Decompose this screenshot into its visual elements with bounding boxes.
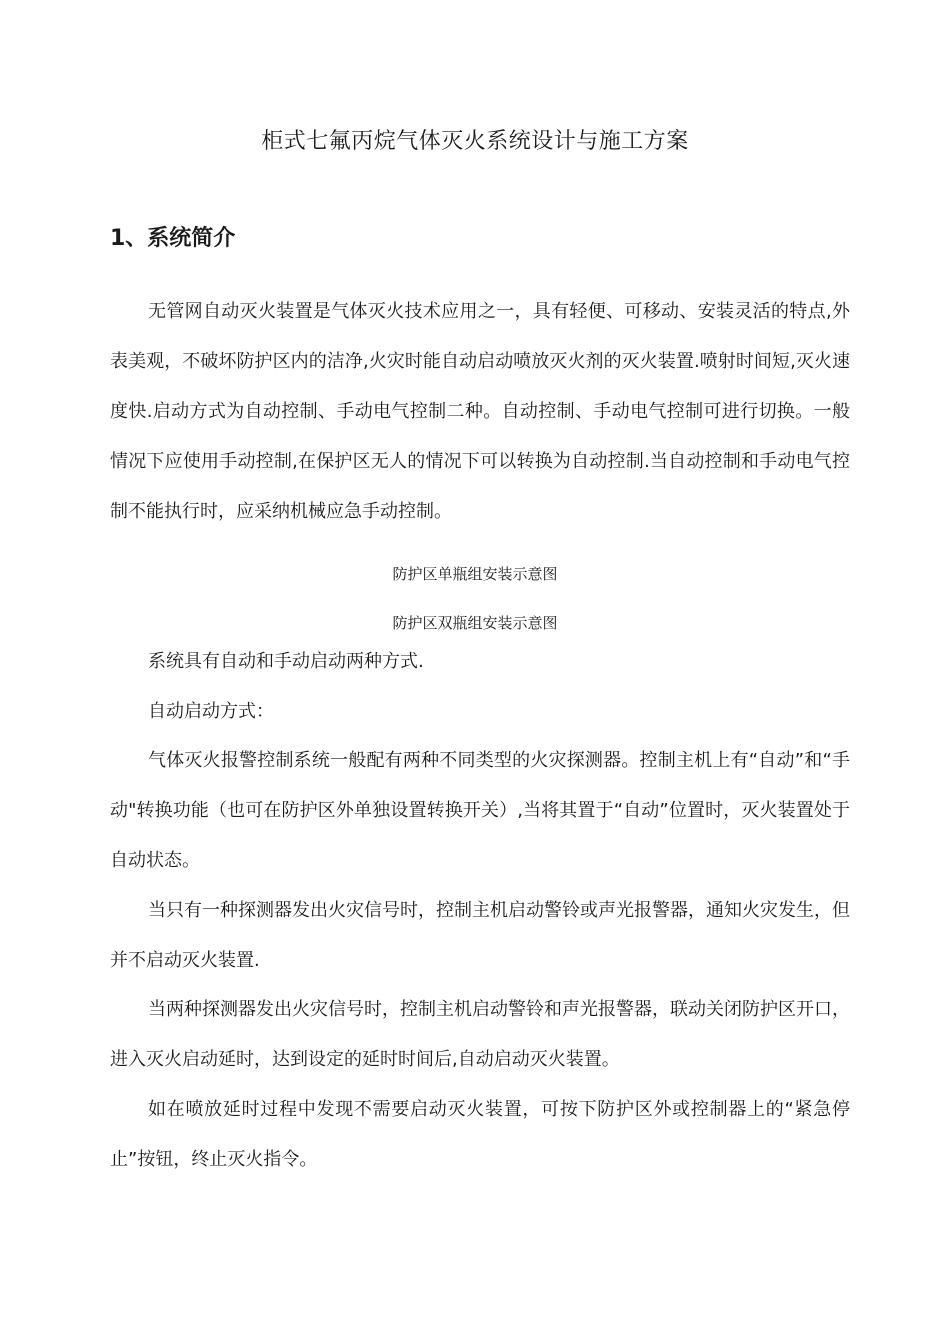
intro-paragraph: 无管网自动灭火装置是气体灭火技术应用之一，具有轻便、可移动、安装灵活的特点,外表美观，不破坏防护区内的洁净,火灾时能自动启动喷放灭火剂的灭火装置.喷射时间短,灭火速度快.启动方式为自动控制、手动电气控制二种。自动控制、手动电气控制可进行切换。一般情况下应使用手动控制,在保护区无人的情况下可以转换为自动控制.当自动控制和手动电气控制不能执行时，应采纳机械应急手动控制。 [110, 301, 850, 522]
caption-single-bottle-diagram: 防护区单瓶组安装示意图 [392, 565, 558, 583]
paragraph-auto-mode-label: 自动启动方式： [148, 701, 274, 722]
paragraph-two-detectors: 当两种探测器发出火灾信号时，控制主机启动警铃和声光报警器，联动关闭防护区开口，进入灭火启动延时，达到设定的延时时间后,自动启动灭火装置。 [110, 999, 850, 1070]
caption-double-bottle-diagram: 防护区双瓶组安装示意图 [392, 614, 558, 632]
paragraph-one-detector: 当只有一种探测器发出火灾信号时，控制主机启动警铃或声光报警器，通知火灾发生，但并不启动灭火装置. [110, 900, 850, 971]
paragraph-detectors: 气体灭火报警控制系统一般配有两种不同类型的火灾探测器。控制主机上有“自动”和“手动"转换功能（也可在防护区外单独设置转换开关）,当将其置于“自动”位置时，灭火装置处于自动状态。 [110, 750, 850, 871]
paragraph-start-modes: 系统具有自动和手动启动两种方式. [148, 651, 424, 672]
paragraph-emergency-stop: 如在喷放延时过程中发现不需要启动灭火装置，可按下防护区外或控制器上的“紧急停止”按钮，终止灭火指令。 [110, 1099, 850, 1170]
section-heading: 1、系统简介 [110, 226, 236, 251]
document-title: 柜式七氟丙烷气体灭火系统设计与施工方案 [261, 129, 689, 154]
